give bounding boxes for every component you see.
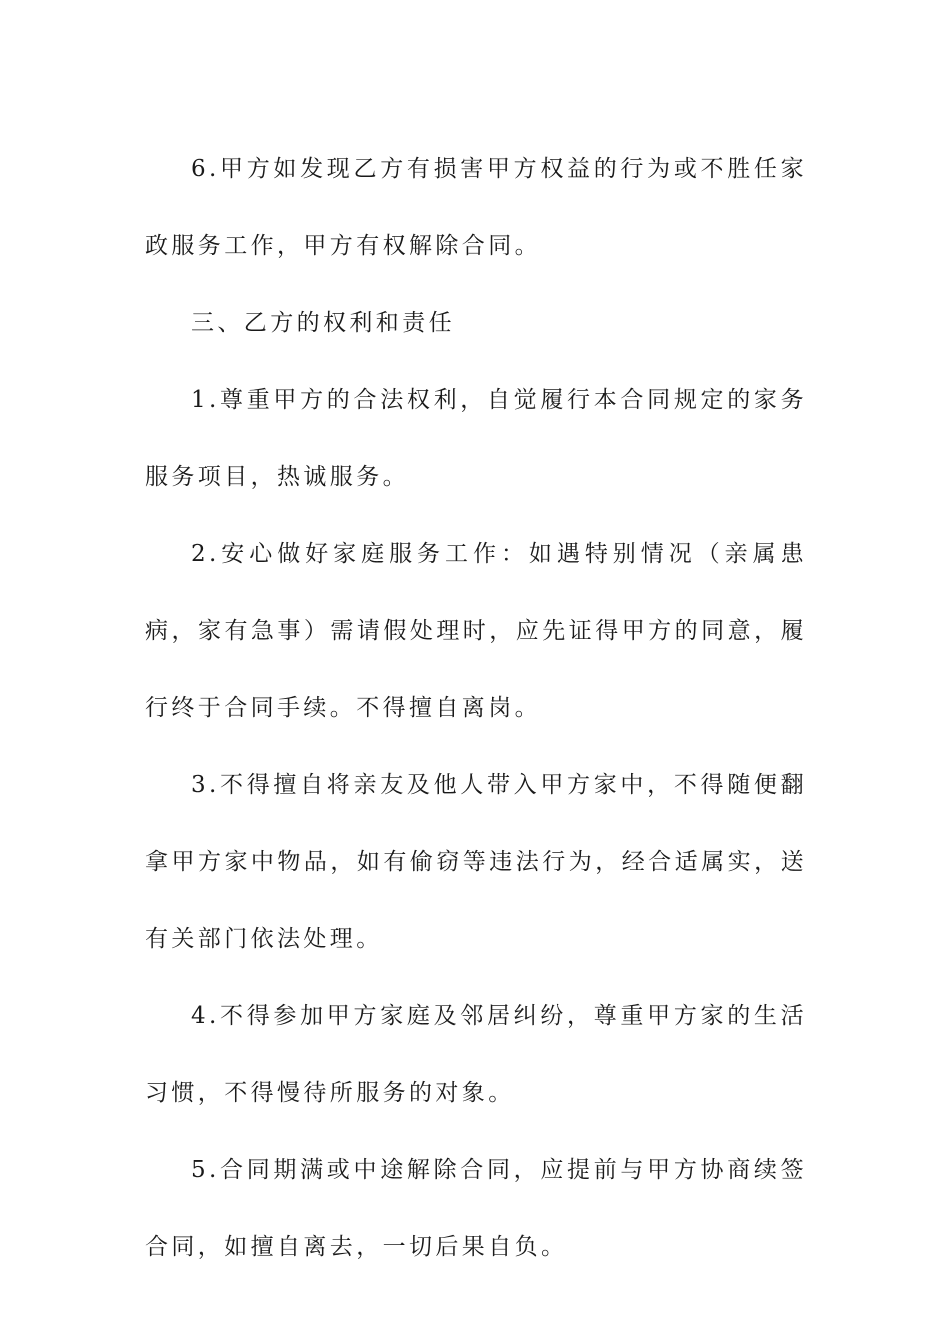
paragraph-clause-6: 6.甲方如发现乙方有损害甲方权益的行为或不胜任家政服务工作，甲方有权解除合同。 xyxy=(145,156,807,259)
paragraph-clause-3: 3.不得擅自将亲友及他人带入甲方家中，不得随便翻拿甲方家中物品，如有偷窃等违法行为，经合适属实，送有关部门依法处理。 xyxy=(145,772,807,952)
section-heading-party-b-rights: 三、乙方的权利和责任 xyxy=(191,310,455,336)
document-body xyxy=(145,131,807,1286)
paragraph-clause-5: 5.合同期满或中途解除合同，应提前与甲方协商续签合同，如擅自离去，一切后果自负。 xyxy=(145,1157,807,1260)
paragraph-clause-1: 1.尊重甲方的合法权利，自觉履行本合同规定的家务服务项目，热诚服务。 xyxy=(145,387,807,490)
paragraph-clause-4: 4.不得参加甲方家庭及邻居纠纷，尊重甲方家的生活习惯，不得慢待所服务的对象。 xyxy=(145,1003,807,1106)
paragraph-clause-2: 2.安心做好家庭服务工作：如遇特别情况（亲属患病，家有急事）需请假处理时，应先证得甲方的同意，履行终于合同手续。不得擅自离岗。 xyxy=(145,541,807,721)
